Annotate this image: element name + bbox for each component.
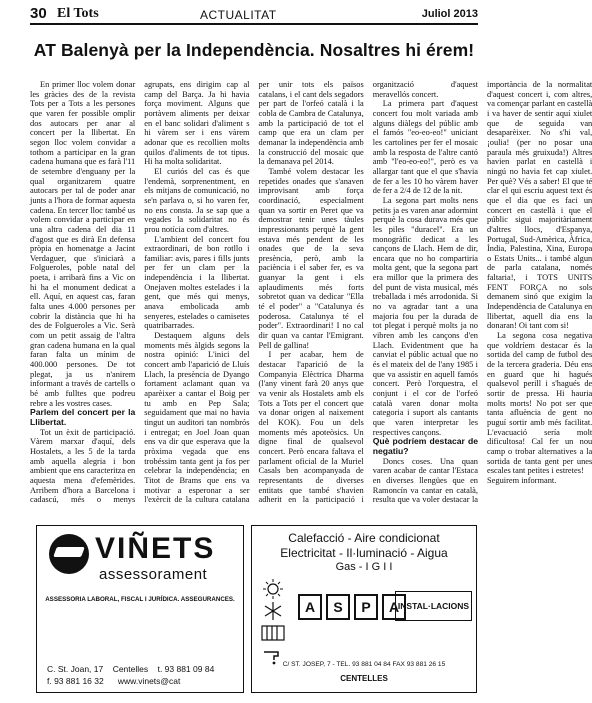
aspa-logo-letter: A: [382, 594, 406, 620]
article-body: [30, 80, 592, 512]
vinets-phone: t. 93 881 09 84: [157, 664, 215, 674]
article-subheading: Què podríem destacar de negatiu?: [372, 436, 478, 456]
vinets-advertisement: [36, 525, 244, 693]
issue-date: Juliol 2013: [421, 8, 478, 20]
article-paragraph: Destaquem alguns dels moments més àlgids segons la nostra opinió: L'inici del concert amb l'aparició de Lluís Llach, la presència de Dyango fortament aclamant quan va aparèixer a cantar el Boig per tu amb en Pep Sala; seguidament que mai no havia tingut un auditori tan nombrós i entregat; en Joel Joan quan ens va dir que esperava que la pròxima vegada que ens trobéssim tanta gent ja fos per celebrar la independència; en Titot de Brams que ens va motivar a esperonar a ser l'exèrcit de la cultura catalana per unir tots els països catalans, i el cant dels segadors per part de l'orfeó català i la cobla de Cambra de Catalunya, amb la participació de tot el camp que era un clam per demanar la independència amb la construcció del mosaic que la demanava pel 2014.: [144, 80, 364, 505]
aspa-city: CENTELLES: [340, 674, 388, 683]
vinets-contact: [47, 663, 237, 687]
article-paragraph: Doncs coses. Una quan varen acabar de cantar l'Estaca en diverses llengües que en Ramoncín va cantar en català, resulta que va voler destacar la importància de la normalitat d'aquest concert i, com altres, va començar parlant en castellà i va haver de sentir aquí xiulet que de seguida van desaparèixer. No s'hi val, ¡oulia! (per no posar una paraula més gruixuda!) Altres havien parlat en castellà i ningú no havia fet cap xiulet. Per què? Vés a saber! El que té clar el qui escriu aquest text és que el dia que es faci un concert en castellà i que el públic sigui majoritàriament d'altres llocs, d'Espanya, Portugal, Sud-Amèrica, Àfrica, Índia, Palestina, Xina, Europa o Estats Units... i també algun de parla catalana, només faltaria!, i TOTS UNITS FENT FORÇA no sols demanem sinó que exigim la Independència de Catalunya en llibertat, aquell dia ens la donaran! Oi tant com si!: [372, 80, 592, 505]
header-rule: [30, 23, 478, 25]
vinets-fax: f. 93 881 16 32: [47, 676, 104, 686]
article-paragraph: El curiós del cas és que l'endemà, sorprenentment, en els mitjans de comunicació, no se'n parlava o, si ho varen fer, no ens consta. Ja se sap que a vegades la solidaritat no és prou notícia com d'altres.: [144, 166, 250, 234]
aspa-services-line2: Electricitat - Il·luminació - Aigua: [280, 546, 448, 560]
aspa-services-line3: Gas - I G I I: [335, 561, 393, 573]
radiator-icon: [258, 622, 288, 644]
page-number: 30: [30, 5, 47, 22]
vinets-name: VIÑETS: [95, 532, 216, 565]
article-paragraph: En primer lloc volem donar les gràcies des de la revista Tots per a Tots a les persones que varen fer possible omplir dos autocars per anar al concert per la llibertat. En segon lloc volem convidar a tothom a participar en la gran cadena humana que es farà l'11 de setembre d'enguany per la qual organitzarem quatre autocars per tal de poder anar junts a l'hora de formar aquesta cadena. En tercer lloc també us volem convidar a participar en una altra cadena del dia 11 d'agost que es dirà En defensa pròpia en homenatge a Jacint Verdaguer, que s'iniciarà a Folgueroles, poble natal del poeta, i arribarà fins a Vic on hi ha el monument dedicat a ell. Aquí, en aquest cas, faran falta unes 4.000 persones per cobrir la distància que hi ha des de Folgueroles a Vic. Serà com un petit assaig de l'altra gran cadena humana en la qual faran falta un mínim de 400.000 persones. De tot plegat, ja us n'anirem informant a través de cartells o bé amb fulltes que podreu rebre a les vostres cases.: [30, 80, 136, 408]
page-header: [30, 5, 478, 25]
article-paragraph: I per acabar, hem de destacar l'aparició de la Companyia Elèctrica Dharma (l'any vinent farà 20 anys que va venir als Hostalets amb els Tots a Tots per el concert que va donar origen al naixement del KOK). Fou un dels moments més apoteòsics. Un digne final de qualsevol concert. Però encara faltava el parlament oficial de la Muriel Casals ben acompanyada de representants de diverses entitats que també s'havien adherit en la participació i organització d'aquest meravellós concert.: [258, 80, 478, 505]
article-paragraph: També volem destacar les repetides onades que s'anaven improvisant amb força coordinació, especialment quan va sortir en Peret que va demostrar tenir unes tàules impressionants perquè la gent estava més pendent de les onades que de la seva presència, però, amb la paciència i el saber fer, es va guanyar la gent i els aplaudiments més forts sobretot quan va dedicar "Ella té el poder" a "Catalunya és poderosa. Catalunya té el poder". Extraordinari! I no cal dir quan va cantar l'Emigrant. Pell de gallina!: [258, 166, 364, 350]
article-paragraph: La segona part molts nens petits ja es varen anar adormint perquè la cosa durava més que les piles "duracel". Era un monogràfic dedicat a les cançons de Llach. Hem de dir, encara que no ho compartiria molta gent, que la segona part era millor que la primera des del punt de vista musical, més treballada i més arrodonida. Si no va agradar tant a una majoria fou per la durada de tot plegat i perquè molts ja no vibren amb les cançons d'en Llach. Evidentment que ha canviat el públic actual que no és el mateix del de l'any 1985 i que va assistir en aquell famós concert. Però l'orquestra, el conjunt i el cor de l'orfeó català varen donar molta categoria i suport als cantants que varen interpretar les respectives cançons.: [372, 195, 478, 437]
article-subheading: Parlem del concert per la Llibertat.: [30, 407, 136, 427]
article-paragraph: La segona cosa negativa que voldríem destacar és la sortida del camp de futbol des de la tercera graderia. Déu ens en guard que hi hagués qualsevol perill i s'hagués de sortir de pressa. Hi hauria molts morts! No pot ser que tanta afluència de gent no puguí sortir amb més facilitat. L'evacuació sería molt dificultosa! Cal fer un nou camp o trobar alternatives a la sortida de tanta gent per unes escales tant petites i estretes!: [487, 331, 592, 476]
section-name: ACTUALITAT: [200, 8, 277, 22]
vinets-address-line: [47, 663, 237, 675]
snowflake-icon: [258, 600, 288, 622]
aspa-installations-label: INSTAL·LACIONS: [395, 591, 472, 621]
vinets-logo-icon: [49, 534, 89, 574]
aspa-logo-letter: S: [326, 594, 350, 620]
vinets-subtitle: assessorament: [99, 566, 208, 583]
aspa-services-line1: Calefacció - Aire condicionat: [288, 531, 440, 545]
article-signoff: Seguirem informant.: [487, 475, 557, 485]
vinets-services: ASSESSORIA LABORAL, FISCAL I JURÍDICA. ASSEGURANCES.: [45, 596, 235, 603]
vinets-town: Centelles: [112, 664, 149, 674]
vinets-street: C. St. Joan, 17: [47, 664, 104, 674]
sun-icon: [258, 578, 288, 600]
aspa-logo-letter: A: [298, 594, 322, 620]
article-headline: AT Balenyà per la Independència. Nosaltres hi érem!: [33, 40, 475, 60]
aspa-logo-letter: P: [354, 594, 378, 620]
publication-name: El Tots: [57, 6, 99, 21]
aspa-icons: [258, 578, 292, 666]
aspa-address: C/ ST. JOSEP, 7 - TEL. 93 881 04 84 FAX 93 881 26 15: [282, 661, 446, 668]
aspa-advertisement: [251, 525, 477, 693]
article-paragraph: Tot un èxit de participació. Vàrem marxar d'aquí, dels Hostalets, a les 5 de la tarda amb aquella alegria i bon ambient que ens caracteritza en aquesta mena d'efemèrides. Arribem d'hora a Barcelona i cadascú, més o menys agrupats, ens dirigim cap al camp del Barça. Ja hi havia força moviment. Alguns que portàvem aliments per deixar en el banc solidari d'aliment s hi vàrem ser i ens vàrem adonar que es recollien molts quilos d'aliments de tot tipus. Hi ha molta solidaritat.: [30, 80, 250, 505]
aspa-logo: [298, 594, 406, 616]
article-paragraph: La primera part d'aquest concert fou molt variada amb alguns diàlegs del públic amb el famós "eo-eo-eo!" uniciant les cartolines per fer el mosaic amb la resposta de l'altre cantó amb "l'eo-eo-eo!", però es va allargar tant que el que s'havia de fer a les 10 ho vàrem haver de fer a 2/4 de 12 de la nit.: [372, 99, 478, 196]
vinets-fax-line: [47, 675, 237, 687]
vinets-web: www.vinets@cat: [117, 676, 181, 686]
article-paragraph: L'ambient del concert fou extraordinari, de bon rotllo i familiar: avis, pares i fills junts per fer un clam per la independència i la llibertat. Onejaven moltes estelades i la gent, que més qui menys, anava embolicada amb senyeres, estelades o camisetes quatribarrades.: [144, 234, 250, 331]
